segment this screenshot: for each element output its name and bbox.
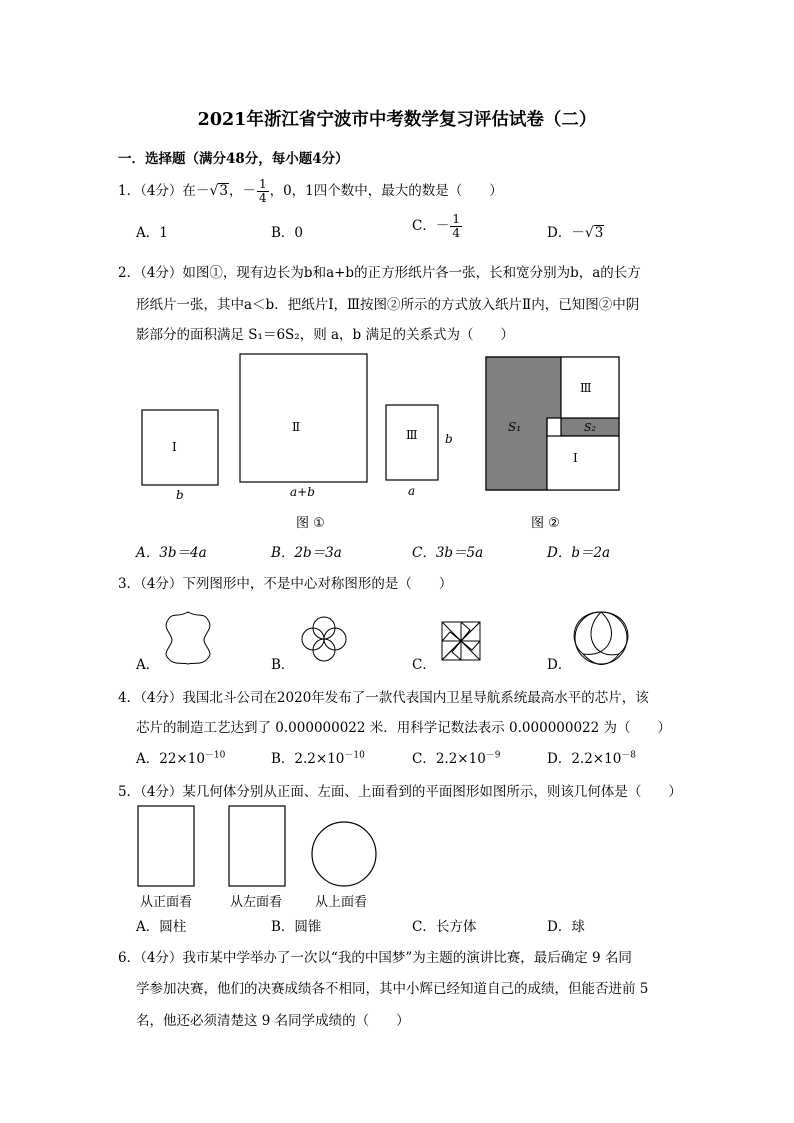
- q5-option-c[interactable]: C．长方体: [412, 919, 477, 935]
- q2-line-2: 形纸片一张，其中a＜b．把纸片Ⅰ，Ⅲ按图②所示的方式放入纸片Ⅱ内，已知图②中阴: [136, 297, 640, 313]
- label-b-bottom: b: [176, 488, 184, 502]
- q2-option-c[interactable]: C．3b＝5a: [412, 545, 484, 561]
- label-ii: Ⅱ: [292, 420, 301, 434]
- q2-option-d[interactable]: D．b＝2a: [547, 545, 611, 561]
- label-i-fig2: Ⅰ: [573, 451, 578, 465]
- label-iii: Ⅲ: [406, 428, 418, 442]
- view-label-top: 从上面看: [315, 895, 368, 910]
- q4-option-d[interactable]: D．$2.2\times 10^{-8}$: [547, 750, 637, 767]
- caption-fig2: 图 ②: [531, 516, 560, 531]
- page-title: 2021年浙江省宁波市中考数学复习评估试卷（二）: [197, 110, 597, 130]
- q1-option-a[interactable]: A．1: [136, 225, 168, 241]
- q4-line-2: 芯片的制造工艺达到了 0.000000022 米．用科学记数法表示 0.000000022 为（ ）: [136, 720, 672, 736]
- label-a-plus-b: a+b: [290, 485, 315, 499]
- q1-option-b[interactable]: B．0: [271, 225, 304, 241]
- q1-option-d[interactable]: D．－√3: [547, 225, 604, 241]
- q5-option-d[interactable]: D．球: [547, 919, 585, 935]
- label-a: a: [408, 484, 416, 498]
- q1-text-suffix: ，0，1四个数中，最大的数是（ ）: [269, 183, 503, 199]
- label-i: Ⅰ: [172, 440, 177, 454]
- q4-line-1: 4．（4分）我国北斗公司在2020年发布了一款代表国内卫星导航系统最高水平的芯片，该: [118, 690, 649, 706]
- q2-option-b[interactable]: B．2b＝3a: [271, 545, 342, 561]
- label-s2: S₂: [584, 421, 596, 434]
- front-view: [138, 806, 194, 886]
- view-label-left: 从左面看: [230, 895, 283, 910]
- q1-radicand: 3: [219, 183, 228, 199]
- label-b-side: b: [445, 432, 453, 446]
- q2-line-1: 2．（4分）如图①，现有边长为b和a+b的正方形纸片各一张，长和宽分别为b，a的长方: [118, 265, 641, 281]
- q1-text-prefix: 1．（4分）在－: [118, 183, 210, 199]
- section-heading: 一．选择题（满分48分，每小题4分）: [118, 151, 349, 167]
- q5-option-a[interactable]: A．圆柱: [136, 919, 187, 935]
- q5-option-b[interactable]: B．圆锥: [271, 919, 322, 935]
- q1-fraction: $\frac{1}{4}$: [258, 177, 267, 205]
- label-s1: S₁: [508, 420, 522, 434]
- q6-line-2: 学参加决赛，他们的决赛成绩各不相同，其中小辉已经知道自己的成绩，但能否进前 5: [136, 981, 649, 997]
- q2-line-3: 影部分的面积满足 S₁＝6S₂，则 a，b 满足的关系式为（ ）: [136, 327, 514, 343]
- q4-option-b[interactable]: B．$2.2\times 10^{-10}$: [271, 750, 365, 767]
- question-3: 3．（4分）下列图形中，不是中心对称图形的是（ ）: [118, 576, 453, 592]
- q1-option-c[interactable]: C．－ $\frac{1}{4}$: [412, 212, 460, 240]
- q3-option-c[interactable]: C．: [412, 657, 436, 673]
- q6-line-1: 6．（4分）我市某中学举办了一次以“我的中国梦”为主题的演讲比赛，最后确定 9 名同: [118, 950, 632, 966]
- caption-fig1: 图 ①: [296, 516, 325, 531]
- q2-option-a[interactable]: A．3b＝4a: [136, 545, 207, 561]
- q4-option-a[interactable]: A．$22\times 10^{-10}$: [136, 750, 226, 767]
- q4-option-c[interactable]: C．$2.2\times 10^{-9}$: [412, 750, 501, 767]
- q3-option-b[interactable]: B．: [271, 657, 295, 673]
- top-view: [312, 822, 376, 886]
- question-5: 5．（4分）某几何体分别从正面、左面、上面看到的平面图形如图所示，则该几何体是（ ）: [118, 784, 682, 800]
- q1-text-mid: ，－: [228, 183, 256, 199]
- q6-line-3: 名，他还必须清楚这 9 名同学成绩的（ ）: [136, 1013, 410, 1029]
- label-iii-fig2: Ⅲ: [580, 381, 592, 395]
- q3-option-a[interactable]: A．: [136, 657, 160, 673]
- left-view: [229, 806, 285, 886]
- view-label-front: 从正面看: [140, 895, 193, 910]
- question-1: 1．（4分）在－√3，－ $\frac{1}{4}$ ，0，1四个数中，最大的数是（ ）: [118, 177, 503, 205]
- q3-option-d[interactable]: D．: [547, 657, 572, 673]
